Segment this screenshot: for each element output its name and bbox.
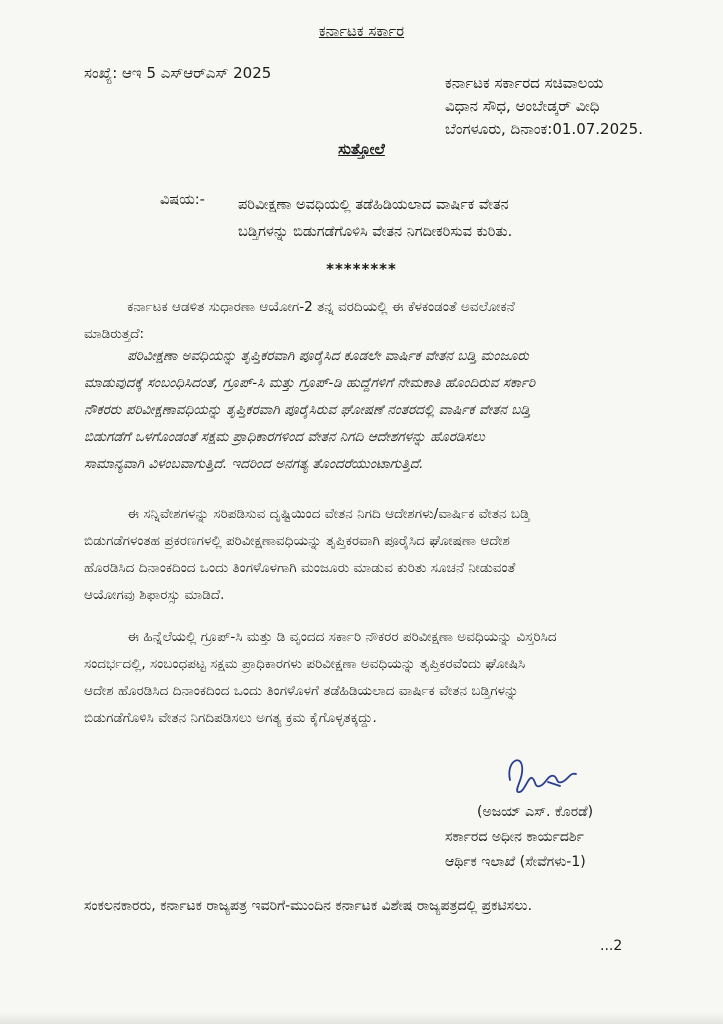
paragraph-line: ಸಂದರ್ಭದಲ್ಲಿ, ಸಂಬಂಧಪಟ್ಟ ಸಕ್ಷಮ ಪ್ರಾಧಿಕಾರಗಳು ಪರಿವೀಕ್ಷಣಾ ಅವಧಿಯನ್ನು ತೃಪ್ತಿಕರವೆಂದು ಘೋಷಿಸಿ [84,656,526,672]
paragraph-line: ನೌಕರರು ಪರಿವೀಕ್ಷಣಾವಧಿಯನ್ನು ತೃಪ್ತಿಕರವಾಗಿ ಪೂರೈಸಿರುವ ಘೋಷಣೆ ನಂತರದಲ್ಲಿ ವಾರ್ಷಿಕ ವೇತನ ಬಡ್ತಿ [84,402,531,418]
paragraph-line: ಬಿಡುಗಡೆಗೊಳಿಸಿ ವೇತನ ನಿಗದಿಪಡಿಸಲು ಅಗತ್ಯ ಕ್ರಮ ಕೈಗೊಳ್ಳತಕ್ಕದ್ದು. [84,710,377,726]
paragraph-line: ಆಯೋಗವು ಶಿಫಾರಸ್ಸು ಮಾಡಿದೆ. [84,587,225,603]
page-indicator: ...2 [600,938,623,954]
paragraph-line: ಈ ಸನ್ನಿವೇಶಗಳನ್ನು ಸರಿಪಡಿಸುವ ದೃಷ್ಟಿಯಿಂದ ವೇತನ ನಿಗದಿ ಆದೇಶಗಳು/ವಾರ್ಷಿಕ ವೇತನ ಬಡ್ತಿ [84,506,530,522]
page-edge-shadow [0,1012,723,1024]
separator: ******** [326,260,397,278]
subject-line: ಬಡ್ತಿಗಳನ್ನು ಬಿಡುಗಡೆಗೊಳಿಸಿ ವೇತನ ನಿಗದೀಕರಿಸುವ ಕುರಿತು. [238,224,513,240]
paragraph-line: ಮಾಡಿರುತ್ತದೆ: [84,326,145,342]
subject-line: ಪರಿವೀಕ್ಷಣಾ ಅವಧಿಯಲ್ಲಿ ತಡೆಹಿಡಿಯಲಾದ ವಾರ್ಷಿಕ ವೇತನ [238,197,509,213]
paragraph-line: ಈ ಹಿನ್ನೆಲೆಯಲ್ಲಿ ಗ್ರೂಪ್-ಸಿ ಮತ್ತು ಡಿ ವೃಂದದ ಸರ್ಕಾರಿ ನೌಕರರ ಪರಿವೀಕ್ಷಣಾ ಅವಧಿಯನ್ನು ವಿಸ್ತರಿಸಿದ [84,629,557,645]
subject-label: ವಿಷಯ:- [160,192,205,208]
intro-paragraph [84,294,515,348]
recommendation-paragraph [84,501,530,609]
instruction-paragraph [84,624,557,732]
paragraph-line: ಬಿಡುಗಡೆಗಳಂತಹ ಪ್ರಕರಣಗಳಲ್ಲಿ ಪರಿವೀಕ್ಷಣಾವಧಿಯನ್ನು ತೃಪ್ತಿಕರವಾಗಿ ಪೂರೈಸಿದ ಘೋಷಣಾ ಆದೇಶ [84,533,510,549]
quoted-observation [84,343,535,478]
signatory-block [445,800,593,875]
reference-number: ಸಂಖ್ಯೆ: ಆಇ 5 ಎಸ್‌ಆರ್‌ಎಸ್ 2025 [84,64,272,82]
signatory-designation: ಸರ್ಕಾರದ ಅಧೀನ ಕಾರ್ಯದರ್ಶಿ [445,829,584,845]
subject-text [238,192,512,246]
office-line: ಕರ್ನಾಟಕ ಸರ್ಕಾರದ ಸಚಿವಾಲಯ [445,74,604,92]
office-line: ವಿಧಾನ ಸೌಧ, ಅಂಬೇಡ್ಕರ್ ವೀಧಿ [445,97,600,115]
copy-to-line: ಸಂಕಲನಕಾರರು, ಕರ್ನಾಟಕ ರಾಜ್ಯಪತ್ರ ಇವರಿಗೆ-ಮುಂದಿನ ಕರ್ನಾಟಕ ವಿಶೇಷ ರಾಜ್ಯಪತ್ರದಲ್ಲಿ ಪ್ರಕಟಿಸಲು. [84,898,533,914]
paragraph-line: ಕರ್ನಾಟಕ ಆಡಳಿತ ಸುಧಾರಣಾ ಆಯೋಗ-2 ತನ್ನ ವರದಿಯಲ್ಲಿ ಈ ಕೆಳಕಂಡಂತೆ ಅವಲೋಕನೆ [84,299,515,315]
government-header: ಕರ್ನಾಟಕ ಸರ್ಕಾರ [318,22,405,40]
paragraph-line: ಹೊರಡಿಸಿದ ದಿನಾಂಕದಿಂದ ಒಂದು ತಿಂಗಳೊಳಗಾಗಿ ಮಂಜೂರು ಮಾಡುವ ಕುರಿತು ಸೂಚನೆ ನೀಡುವಂತೆ [84,560,516,576]
paragraph-line: ಮಾಡುವುದಕ್ಕೆ ಸಂಬಂಧಿಸಿದಂತೆ, ಗ್ರೂಪ್-ಸಿ ಮತ್ತು ಗ್ರೂಪ್-ಡಿ ಹುದ್ದೆಗಳಿಗೆ ನೇಮಕಾತಿ ಹೊಂದಿರುವ ಸರ್ಕಾರಿ [84,375,536,391]
signatory-name: (ಅಜಯ್ ಎಸ್. ಕೊರಡೆ) [477,804,594,820]
office-date: ಬೆಂಗಳೂರು, ದಿನಾಂಕ:01.07.2025. [445,120,643,138]
handwritten-signature [502,752,582,796]
signatory-department: ಆರ್ಥಿಕ ಇಲಾಖೆ (ಸೇವೆಗಳು-1) [445,854,586,870]
office-address [445,72,643,141]
paragraph-line: ಪರಿವೀಕ್ಷಣಾ ಅವಧಿಯನ್ನು ತೃಪ್ತಿಕರವಾಗಿ ಪೂರೈಸಿದ ಕೂಡಲೇ ವಾರ್ಷಿಕ ವೇತನ ಬಡ್ತಿ ಮಂಜೂರು [84,348,529,364]
paragraph-line: ಬಿಡುಗಡೆಗೆ ಒಳಗೊಂಡಂತೆ ಸಕ್ಷಮ ಪ್ರಾಧಿಕಾರಗಳಿಂದ ವೇತನ ನಿಗದಿ ಆದೇಶಗಳನ್ನು ಹೊರಡಿಸಲು [84,429,485,445]
paragraph-line: ಆದೇಶ ಹೊರಡಿಸಿದ ದಿನಾಂಕದಿಂದ ಒಂದು ತಿಂಗಳೊಳಗೆ ತಡೆಹಿಡಿಯಲಾದ ವಾರ್ಷಿಕ ವೇತನ ಬಡ್ತಿಗಳನ್ನು [84,683,519,699]
paragraph-line: ಸಾಮಾನ್ಯವಾಗಿ ವಿಳಂಬವಾಗುತ್ತಿದೆ. ಇದರಿಂದ ಅನಗತ್ಯ ತೊಂದರೆಯುಂಟಾಗುತ್ತಿದೆ. [84,456,424,472]
document-type: ಸುತ್ತೋಲೆ [338,140,385,158]
